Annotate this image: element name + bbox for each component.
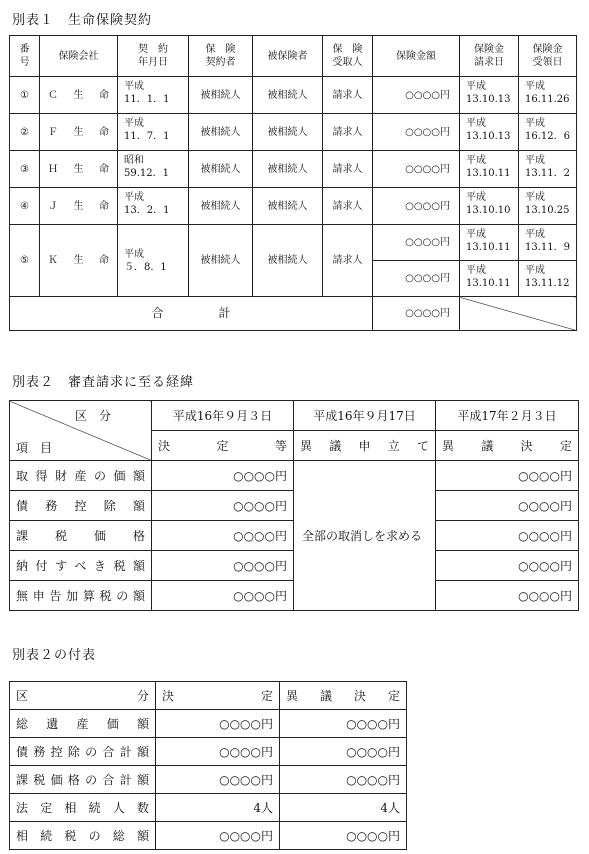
table-row xyxy=(10,114,577,151)
row-decision: ○○○○円 xyxy=(152,461,294,491)
row-policyholder: 被相続人 xyxy=(189,77,253,114)
row-policyholder: 被相続人 xyxy=(189,225,253,297)
header-claim-date: 保険金 請求日 xyxy=(460,36,519,77)
corner-cell: 区 分 項 目 xyxy=(10,401,152,461)
row-contract-date: 平成 11．1．1 xyxy=(118,77,189,114)
header-contract-date: 契 約 年月日 xyxy=(118,36,189,77)
row-no: ③ xyxy=(10,151,40,188)
table1-title: 別表１ 生命保険契約 xyxy=(12,13,153,28)
row-amount: ○○○○円 xyxy=(373,261,460,297)
row-receipt-date: 平成 13.11.12 xyxy=(519,261,577,297)
row-beneficiary: 請求人 xyxy=(323,225,373,297)
row-amount: ○○○○円 xyxy=(373,114,460,151)
row-insured: 被相続人 xyxy=(253,188,323,225)
row-decision: ○○○○円 xyxy=(152,491,294,521)
appendix-table xyxy=(9,681,407,850)
row-final: 4人 xyxy=(280,794,407,822)
row-label: 課税価格の合計額 xyxy=(10,766,156,794)
total-diagonal xyxy=(460,297,577,331)
row-insured: 被相続人 xyxy=(253,151,323,188)
date-final: 平成17年２月３日 xyxy=(436,401,579,431)
row-claim-date: 平成 13.10.11 xyxy=(460,261,519,297)
row-final: ○○○○円 xyxy=(280,710,407,738)
row-policyholder: 被相続人 xyxy=(189,151,253,188)
row-no: ① xyxy=(10,77,40,114)
row-beneficiary: 請求人 xyxy=(323,77,373,114)
row-label: 納付すべき税額 xyxy=(10,551,152,581)
row-label: 課 税 価 格 xyxy=(10,521,152,551)
row-receipt-date: 平成 13.11．9 xyxy=(519,225,577,261)
row-no: ② xyxy=(10,114,40,151)
row-company: Ｃ 生 命 xyxy=(40,77,118,114)
row-contract-date: 平成 11．7．1 xyxy=(118,114,189,151)
row-receipt-date: 平成 16.12．6 xyxy=(519,114,577,151)
table-row xyxy=(10,77,577,114)
table-row xyxy=(10,225,577,261)
row-beneficiary: 請求人 xyxy=(323,114,373,151)
row-insured: 被相続人 xyxy=(253,77,323,114)
row-claim-date: 平成 13.10.11 xyxy=(460,225,519,261)
row-company: Ｊ 生 命 xyxy=(40,188,118,225)
table-row xyxy=(10,151,577,188)
row-receipt-date: 平成 13.10.25 xyxy=(519,188,577,225)
row-label: 取得財産の価額 xyxy=(10,461,152,491)
row-final: ○○○○円 xyxy=(436,581,579,611)
row-label: 相 続 税 の 総 額 xyxy=(10,822,156,850)
row-final: ○○○○円 xyxy=(280,738,407,766)
stage-objection: 異 議 申 立 て xyxy=(294,431,436,461)
table-row xyxy=(10,738,407,766)
row-final: ○○○○円 xyxy=(436,551,579,581)
stage-decision: 決 定 等 xyxy=(152,431,294,461)
header-category: 区 分 xyxy=(10,682,156,710)
total-row xyxy=(10,297,577,331)
header-row xyxy=(10,682,407,710)
row-insured: 被相続人 xyxy=(253,114,323,151)
row-policyholder: 被相続人 xyxy=(189,114,253,151)
header-insured: 被保険者 xyxy=(253,36,323,77)
table-row xyxy=(10,461,579,491)
header-row xyxy=(10,401,579,431)
row-final: ○○○○円 xyxy=(280,766,407,794)
row-label: 法 定 相 続 人 数 xyxy=(10,794,156,822)
table2-title: 別表２ 審査請求に至る経緯 xyxy=(12,375,195,390)
total-amount: ○○○○円 xyxy=(373,297,460,331)
row-receipt-date: 平成 13.11．2 xyxy=(519,151,577,188)
row-final: ○○○○円 xyxy=(436,461,579,491)
row-amount: ○○○○円 xyxy=(373,77,460,114)
row-final: ○○○○円 xyxy=(436,491,579,521)
table3-title: 別表２の付表 xyxy=(12,648,97,663)
date-decision: 平成16年９月３日 xyxy=(152,401,294,431)
header-policyholder: 保 険 契約者 xyxy=(189,36,253,77)
header-company: 保険会社 xyxy=(40,36,118,77)
row-amount: ○○○○円 xyxy=(373,225,460,261)
header-decision: 決 定 xyxy=(156,682,280,710)
row-contract-date: 昭和 59.12．1 xyxy=(118,151,189,188)
header-beneficiary: 保 険 受取人 xyxy=(323,36,373,77)
life-insurance-table xyxy=(9,35,577,331)
row-receipt-date: 平成 16.11.26 xyxy=(519,77,577,114)
row-company: Ｆ 生 命 xyxy=(40,114,118,151)
header-no: 番 号 xyxy=(10,36,40,77)
row-decision: ○○○○円 xyxy=(152,581,294,611)
header-row xyxy=(10,36,577,77)
row-contract-date: 平成 13．2．1 xyxy=(118,188,189,225)
row-label: 債 務 控 除 額 xyxy=(10,491,152,521)
row-amount: ○○○○円 xyxy=(373,151,460,188)
row-decision: ○○○○円 xyxy=(156,738,280,766)
row-no: ⑤ xyxy=(10,225,40,297)
date-objection: 平成16年９月17日 xyxy=(294,401,436,431)
row-decision: ○○○○円 xyxy=(152,551,294,581)
row-claim-date: 平成 13.10.10 xyxy=(460,188,519,225)
row-final: ○○○○円 xyxy=(436,521,579,551)
row-amount: ○○○○円 xyxy=(373,188,460,225)
row-beneficiary: 請求人 xyxy=(323,151,373,188)
table-row xyxy=(10,710,407,738)
row-company: Ｈ 生 命 xyxy=(40,151,118,188)
row-policyholder: 被相続人 xyxy=(189,188,253,225)
row-claim-date: 平成 13.10.13 xyxy=(460,114,519,151)
row-beneficiary: 請求人 xyxy=(323,188,373,225)
review-history-table xyxy=(9,400,579,611)
row-claim-date: 平成 13.10.13 xyxy=(460,77,519,114)
row-no: ④ xyxy=(10,188,40,225)
table-row xyxy=(10,188,577,225)
row-label: 総 遺 産 価 額 xyxy=(10,710,156,738)
header-receipt-date: 保険金 受領日 xyxy=(519,36,577,77)
row-insured: 被相続人 xyxy=(253,225,323,297)
total-label: 合 計 xyxy=(10,297,373,331)
row-decision: ○○○○円 xyxy=(156,710,280,738)
row-label: 債務控除の合計額 xyxy=(10,738,156,766)
objection-text: 全部の取消しを求める xyxy=(294,461,436,611)
row-claim-date: 平成 13.10.11 xyxy=(460,151,519,188)
row-final: ○○○○円 xyxy=(280,822,407,850)
table-row xyxy=(10,822,407,850)
row-contract-date: 平成 ５．8．1 xyxy=(118,225,189,297)
table-row xyxy=(10,794,407,822)
row-decision: ○○○○円 xyxy=(152,521,294,551)
row-decision: ○○○○円 xyxy=(156,822,280,850)
header-amount: 保険金額 xyxy=(373,36,460,77)
row-company: Ｋ 生 命 xyxy=(40,225,118,297)
header-final: 異 議 決 定 xyxy=(280,682,407,710)
row-decision: ○○○○円 xyxy=(156,766,280,794)
table-row xyxy=(10,766,407,794)
row-label: 無申告加算税の額 xyxy=(10,581,152,611)
row-decision: 4人 xyxy=(156,794,280,822)
stage-final: 異 議 決 定 xyxy=(436,431,579,461)
